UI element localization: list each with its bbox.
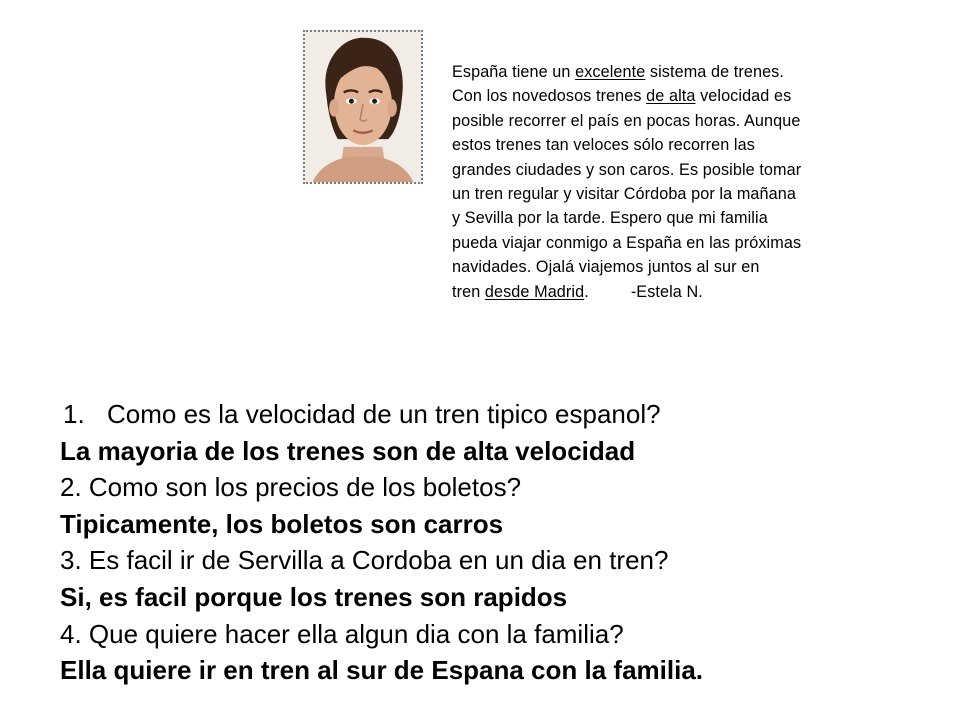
passage-line: un tren regular y visitar Córdoba por la mañana (452, 185, 796, 204)
reading-passage (452, 60, 922, 304)
question-1: 1. Como es la velocidad de un tren tipico espanol? (60, 396, 940, 433)
passage-line: Con los novedosos trenes de alta velocidad es (452, 87, 792, 106)
underlined-word: desde Madrid (484, 282, 585, 301)
question-2: 2. Como son los precios de los boletos? (60, 472, 522, 503)
author-signature: -Estela N. (630, 282, 703, 301)
question-4: 4. Que quiere hacer ella algun dia con la familia? (60, 618, 624, 649)
answer-1: La mayoria de los trenes son de alta velocidad (60, 435, 636, 466)
answer-4: Ella quiere ir en tren al sur de Espana con la familia. (60, 655, 704, 686)
answer-2: Tipicamente, los boletos son carros (60, 508, 504, 539)
underlined-word: excelente (575, 63, 646, 81)
answer-3: Si, es facil porque los trenes son rapidos (60, 581, 568, 612)
passage-line: y Sevilla por la tarde. Espero que mi familia (452, 209, 768, 228)
passage-line: grandes ciudades y son caros. Es posible tomar (452, 160, 802, 179)
question-number: 1. (63, 399, 85, 429)
question-3: 3. Es facil ir de Servilla a Cordoba en un dia en tren? (60, 545, 669, 576)
portrait-photo (303, 30, 423, 184)
passage-line: posible recorrer el país en pocas horas. Aunque (452, 111, 801, 130)
questions-and-answers (60, 396, 940, 689)
passage-line: España tiene un excelente sistema de trenes. (452, 63, 784, 81)
passage-line: pueda viajar conmigo a España en las próximas (452, 233, 802, 252)
portrait-icon (305, 32, 421, 182)
passage-line: navidades. Ojalá viajemos juntos al sur en (452, 258, 760, 277)
underlined-word: de alta (646, 87, 696, 106)
passage-line: tren desde Madrid. -Estela N. (452, 280, 922, 304)
passage-line: estos trenes tan veloces sólo recorren las (452, 136, 755, 155)
